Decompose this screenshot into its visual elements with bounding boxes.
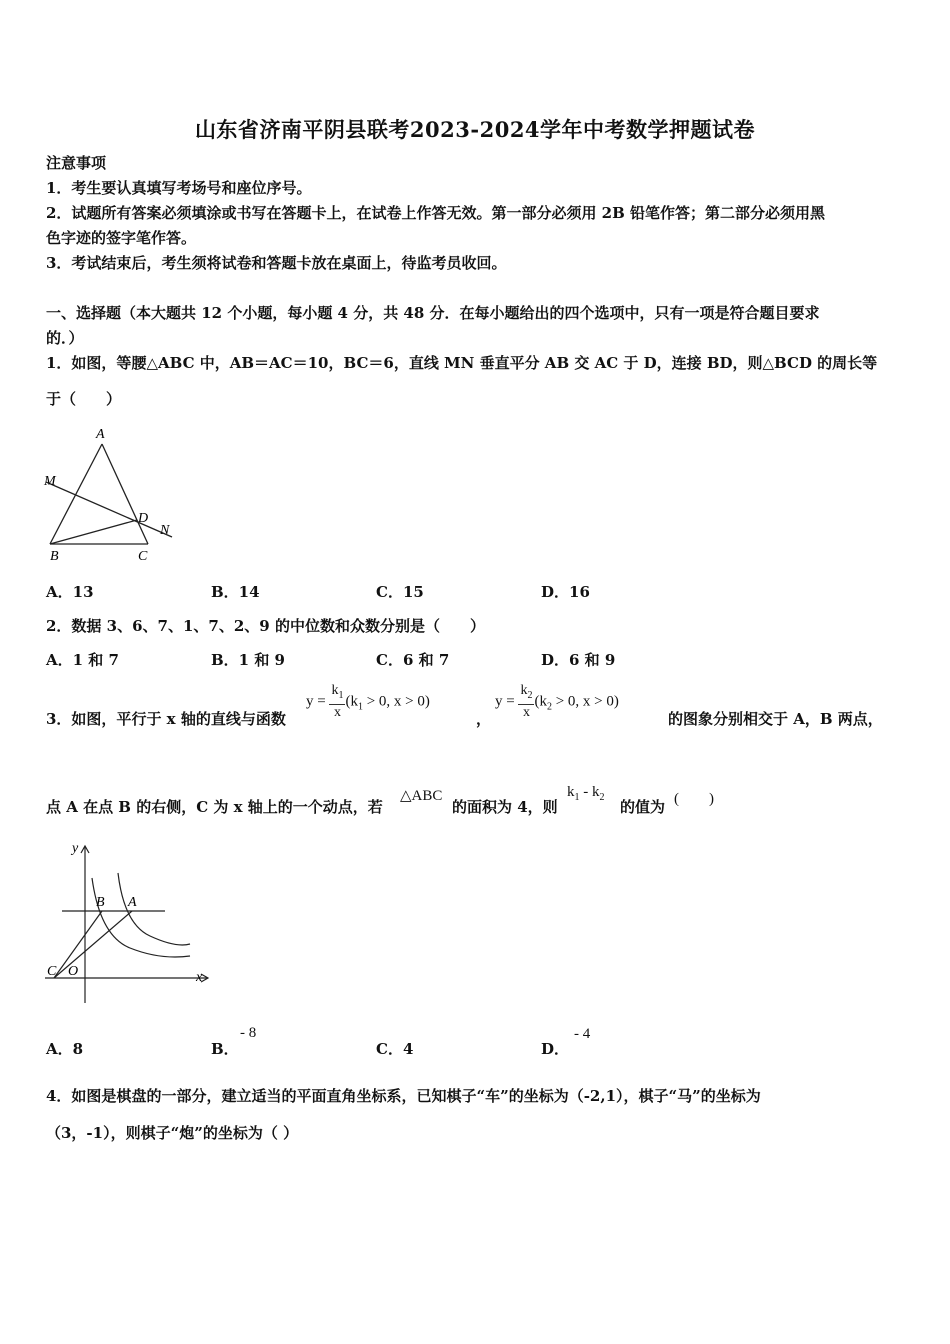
q3-option-c[interactable]: C．4 <box>376 1040 414 1058</box>
notice-item: 1．考生要认真填写考场号和座位序号。 <box>46 179 312 197</box>
q1-option-a[interactable]: A．13 <box>46 583 94 601</box>
section-heading: 一、选择题（本大题共 12 个小题，每小题 4 分，共 48 分．在每小题给出的四个选项中，只有一项是符合题目要求 <box>46 304 820 322</box>
notice-item: 色字迹的签字笔作答。 <box>46 229 197 247</box>
label-m: M <box>44 474 56 489</box>
label-a: A <box>128 895 137 910</box>
q3-option-d[interactable]: D． <box>541 1040 570 1058</box>
label-a: A <box>96 427 105 442</box>
q3-option-a[interactable]: A．8 <box>46 1040 84 1058</box>
fraction: $\frac{k_2}{x}$ <box>520 683 533 720</box>
page-title: 山东省济南平阴县联考2023-2024学年中考数学押题试卷 <box>194 117 756 142</box>
q2-option-c[interactable]: C．6 和 7 <box>376 651 450 669</box>
q1-option-c[interactable]: C．15 <box>376 583 424 601</box>
q3-function-1: y = $\frac{k_1}{x}$ ($k_1 > 0$, x > 0) <box>306 683 430 720</box>
curve-k1 <box>92 878 190 957</box>
section-heading-cont: 的．） <box>46 329 84 347</box>
q2-option-b[interactable]: B．1 和 9 <box>211 651 285 669</box>
line-mn <box>46 482 172 537</box>
label-d: D <box>138 511 149 526</box>
q1-option-b[interactable]: B．14 <box>211 583 260 601</box>
q3-text-line2: 点 A 在点 B 的右侧，C 为 x 轴上的一个动点，若 <box>46 798 383 816</box>
segment-ab <box>50 444 102 544</box>
q3-option-b[interactable]: B． <box>211 1040 239 1058</box>
q3-graph-figure <box>40 838 215 1006</box>
q3-text: 3．如图，平行于 x 轴的直线与函数 <box>46 710 286 728</box>
notice-item: 2．试题所有答案必须填涂或书写在答题卡上，在试卷上作答无效。第一部分必须用 2B 铅笔作答；第二部分必须用黑 <box>46 204 826 222</box>
q3-text-line2c: 的值为 <box>620 798 666 816</box>
label-b: B <box>96 895 105 910</box>
label-n: N <box>160 523 170 538</box>
fraction: $\frac{k_1}{x}$ <box>331 683 344 720</box>
notice-item: 3．考试结束后，考生须将试卷和答题卡放在桌面上，待监考员收回。 <box>46 254 507 272</box>
segment-ac <box>102 444 148 544</box>
notice-heading: 注意事项 <box>46 154 107 172</box>
q4-text: 4．如图是棋盘的一部分，建立适当的平面直角坐标系，已知棋子“车”的坐标为（-2,1），棋子“马”的坐标为 <box>46 1087 761 1105</box>
q3-triangle: △ABC <box>400 788 443 804</box>
label-c: C <box>138 549 148 564</box>
label-o: O <box>68 964 79 979</box>
q2-option-a[interactable]: A．1 和 7 <box>46 651 119 669</box>
label-c: C <box>47 964 57 979</box>
q1-text-cont: 于（ ） <box>46 390 122 408</box>
segment-ca <box>54 911 132 978</box>
q3-comma: ， <box>476 710 492 728</box>
q3-text-line2b: 的面积为 4，则 <box>452 798 558 816</box>
q3-text-suffix: 的图象分别相交于 A，B 两点， <box>668 710 883 728</box>
q2-option-d[interactable]: D．6 和 9 <box>541 651 616 669</box>
q2-text: 2．数据 3、6、7、1、7、2、9 的中位数和众数分别是（ ） <box>46 617 485 635</box>
q3-option-d-value: - 4 <box>574 1026 591 1042</box>
q3-option-b-value: - 8 <box>240 1025 257 1041</box>
label-x: x <box>196 970 203 985</box>
q1-triangle-figure <box>38 422 188 567</box>
label-y: y <box>72 841 79 856</box>
q3-function-2: y = $\frac{k_2}{x}$ ($k_2 > 0$, x > 0) <box>495 683 619 720</box>
q3-answer-paren: ( ) <box>674 791 714 807</box>
q1-text: 1．如图，等腰△ABC 中，AB＝AC＝10，BC＝6，直线 MN 垂直平分 AB 交 AC 于 D，连接 BD，则△BCD 的周长等 <box>46 354 878 372</box>
segment-bd <box>50 520 137 544</box>
label-b: B <box>50 549 59 564</box>
q1-option-d[interactable]: D．16 <box>541 583 590 601</box>
q4-text-cont: （3，-1），则棋子“炮”的坐标为（ ） <box>46 1124 299 1142</box>
q3-k-expression: $k_1 - k_2$ <box>567 784 605 803</box>
